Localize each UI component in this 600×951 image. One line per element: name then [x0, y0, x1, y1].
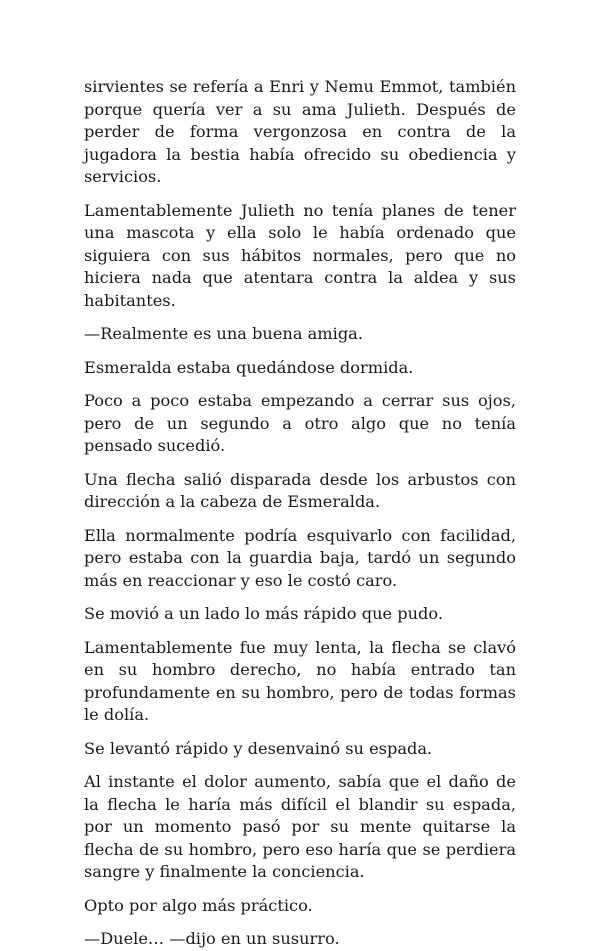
paragraph: Se levantó rápido y desenvainó su espada. — [84, 738, 433, 758]
paragraph: sirvientes se refería a Enri y Nemu Emmot, también porque quería ver a su ama Julieth. Después de perder de forma vergonzosa en contra de la jugadora la bestia había ofrecido su obediencia y servicios. — [84, 77, 516, 186]
paragraph: Poco a poco estaba empezando a cerrar sus ojos, pero de un segundo a otro algo que no tenía pensado sucedió. — [84, 391, 516, 455]
paragraph: Se movió a un lado lo más rápido que pudo. — [84, 604, 443, 623]
paragraph: Opto por algo más práctico. — [84, 895, 313, 915]
paragraph: Al instante el dolor aumento, sabía que el daño de la flecha le haría más difícil el blandir su espada, por un momento pasó por su mente quitarse la flecha de su hombro, pero eso haría que se perdiera sangre y finalmente la conciencia. — [84, 772, 516, 881]
paragraph: —Realmente es una buena amiga. — [84, 324, 363, 343]
paragraph: Ella normalmente podría esquivarlo con facilidad, pero estaba con la guardia baja, tardó un segundo más en reaccionar y eso le costó caro. — [84, 525, 516, 590]
paragraph: Lamentablemente Julieth no tenía planes de tener una mascota y ella solo le había ordenado que siguiera con sus hábitos normales, pero que no hiciera nada que atentara contra la aldea y sus habitantes. — [84, 200, 516, 310]
paragraph: Una flecha salió disparada desde los arbustos con dirección a la cabeza de Esmeralda. — [84, 469, 516, 511]
paragraph: —Duele… —dijo en un susurro. — [84, 929, 340, 948]
paragraph: Lamentablemente fue muy lenta, la flecha se clavó en su hombro derecho, no había entrado tan profundamente en su hombro, pero de todas formas le dolía. — [84, 637, 516, 724]
paragraph: Esmeralda estaba quedándose dormida. — [84, 357, 414, 377]
